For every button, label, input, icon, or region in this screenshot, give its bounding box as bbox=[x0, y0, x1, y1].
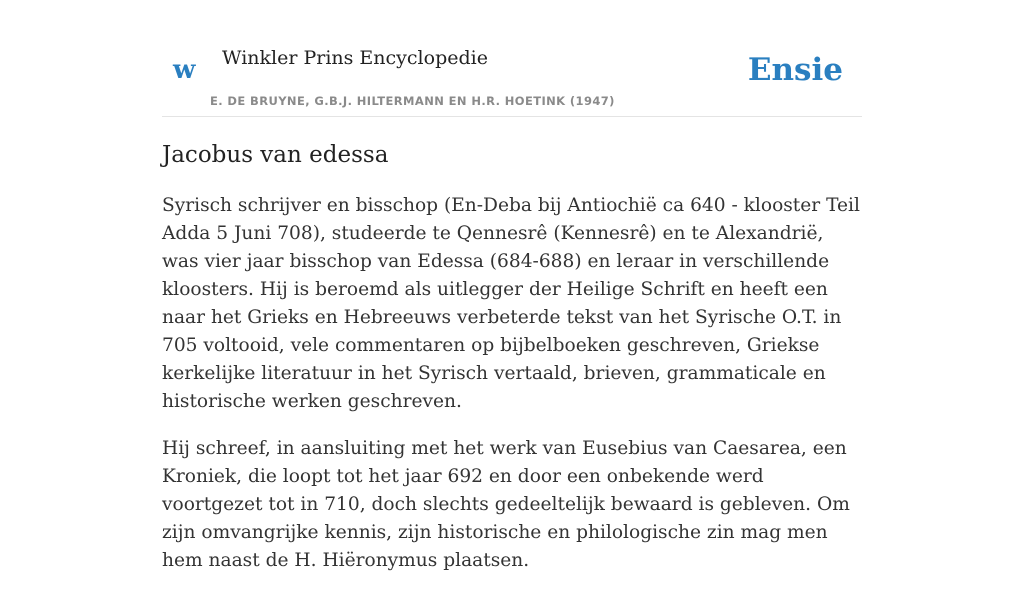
article-paragraph: Syrisch schrijver en bisschop (En-Deba bij Antiochië ca 640 - klooster Teil Adda 5 Juni 708), studeerde te Qennesrê (Kennesrê) en te Alexandrië, was vier jaar bisschop van Edessa (684-688) en leraar in verschillende kloosters. Hij is beroemd als uitlegger der Heilige Schrift en heeft een naar het Grieks en Hebreeuws verbeterde tekst van het Syrische O.T. in 705 voltooid, vele commentaren op bijbelboeken geschreven, Griekse kerkelijke literatuur in het Syrisch vertaald, brieven, grammaticale en historische werken geschreven. bbox=[162, 195, 860, 412]
source-logo[interactable]: w bbox=[173, 55, 196, 85]
article-title: Jacobus van edessa bbox=[162, 142, 389, 168]
page bbox=[162, 0, 862, 571]
brand-logo[interactable]: Ensie bbox=[747, 52, 843, 88]
article-paragraph: Hij schreef, in aansluiting met het werk van Eusebius van Caesarea, een Kroniek, die loopt tot het jaar 692 en door een onbekende werd voortgezet tot in 710, doch slechts gedeeltelijk bewaard is gebleven. Om zijn omvangrijke kennis, zijn historische en philologische zin mag men hem naast de H. Hiëronymus plaatsen. bbox=[162, 438, 850, 571]
source-title[interactable]: Winkler Prins Encyclopedie bbox=[222, 47, 488, 69]
article-body bbox=[162, 192, 862, 594]
source-header bbox=[162, 0, 862, 117]
source-authors: E. DE BRUYNE, G.B.J. HILTERMANN EN H.R. HOETINK (1947) bbox=[210, 94, 615, 108]
